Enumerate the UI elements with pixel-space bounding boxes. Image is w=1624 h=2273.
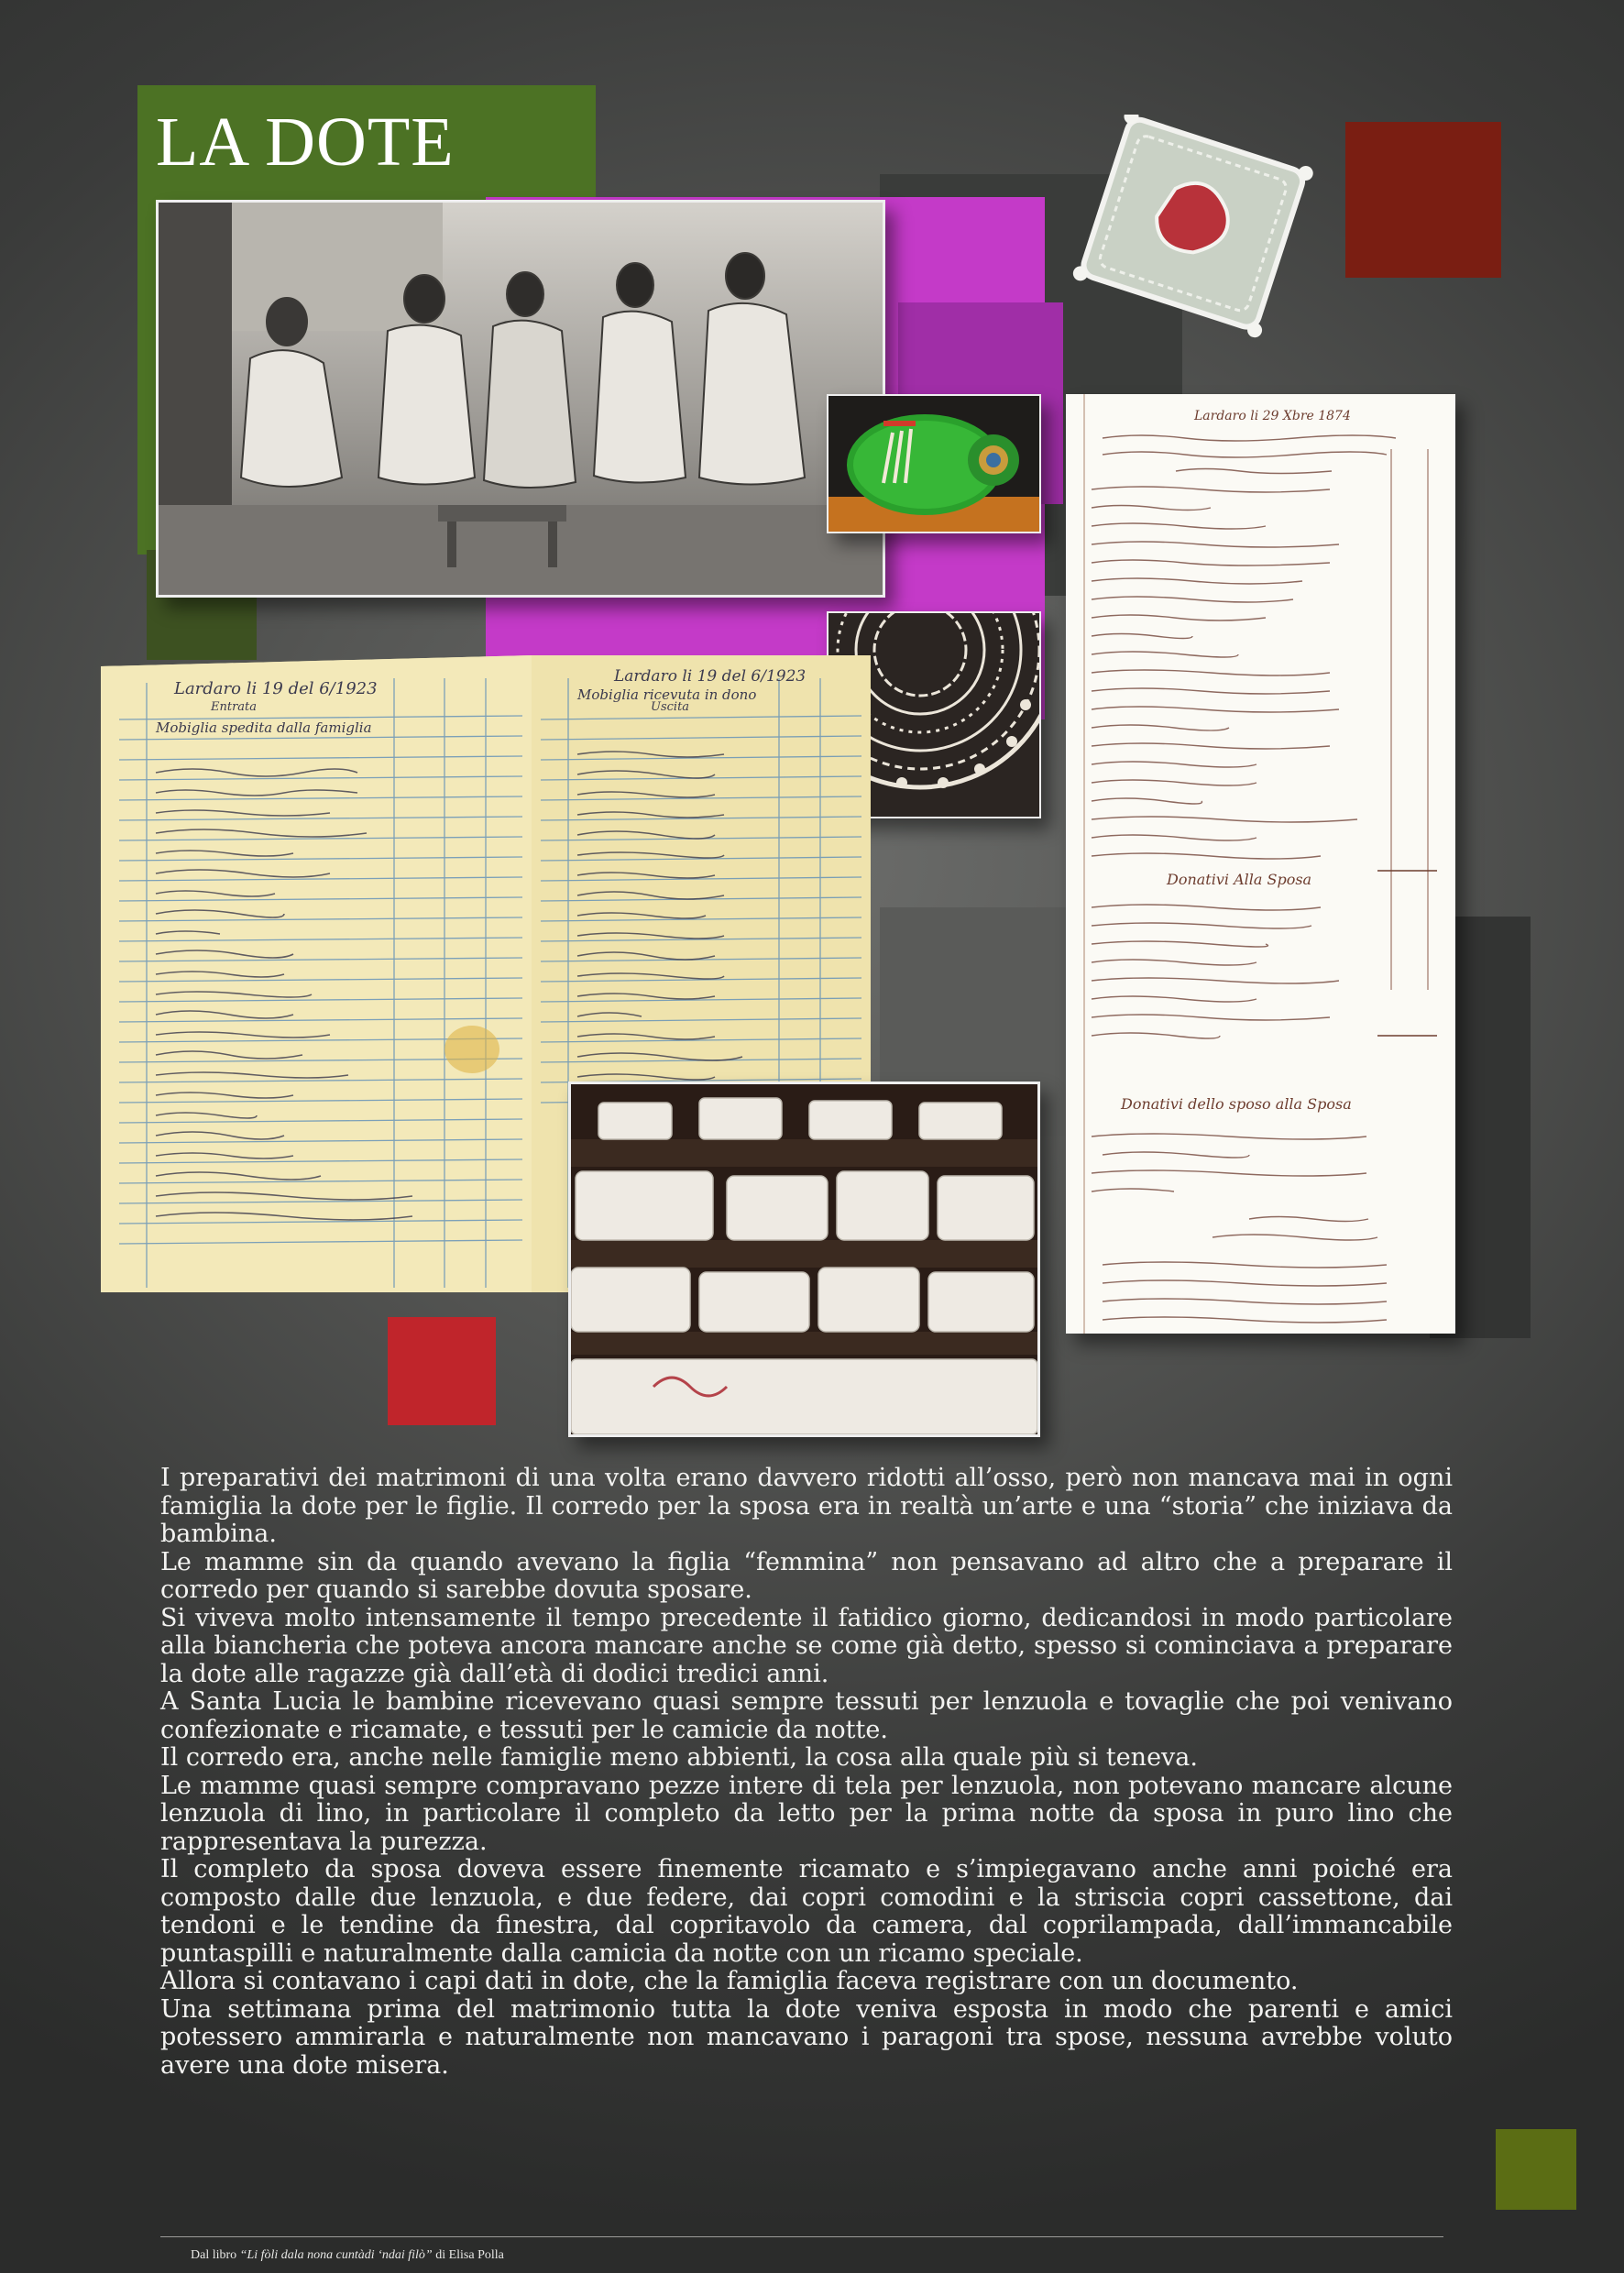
dowry-doc-section-1: Donativi Alla Sposa: [1167, 871, 1312, 888]
embroidered-pincushion-photo: [1026, 115, 1366, 344]
linen-drawer-photo: [568, 1082, 1040, 1437]
credit-divider: [160, 2236, 1443, 2237]
paragraph: Si viveva molto intensamente il tempo precedente il fatidico giorno, dedicandosi in modo particolare alla biancheria che poteva ancora mancare anche se come già detto, spesso si cominciava a preparare la dote alle ragazze già dall’età di dodici tredici anni.: [160, 1603, 1453, 1688]
paragraph: Allora si contavano i capi dati in dote, che la famiglia faceva registrare con un documento.: [160, 1967, 1299, 1995]
ledger-left-title: Mobiglia spedita dalla famiglia: [156, 719, 372, 736]
paragraph: Le mamme sin da quando avevano la figlia “femmina” non pensavano ad altro che a preparare il corredo per quando si sarebbe dovuta sposare.: [160, 1547, 1453, 1604]
ledger-right-column: Uscita: [651, 700, 690, 714]
ledger-right-header: Lardaro li 19 del 6/1923: [614, 667, 807, 686]
dark-red-square: [1345, 122, 1501, 278]
credit-prefix: Dal libro: [191, 2248, 237, 2262]
olive-square: [1496, 2129, 1576, 2210]
paragraph: Le mamme quasi sempre compravano pezze intere di tela per lenzuola, non potevano mancare alcune lenzuola di lino, in particolare il completo da letto per la prima notte da sposa in puro lino che rappresentava la purezza.: [160, 1771, 1453, 1856]
page-title: LA DOTE: [156, 104, 455, 181]
green-spool-illustration: [828, 396, 1039, 532]
paragraph: Una settimana prima del matrimonio tutta la dote veniva esposta in modo che parenti e amici potessero ammirarla e naturalmente non mancavano i paragoni tra spose, nessuna avrebbe voluto avere una dote misera.: [160, 1994, 1453, 2080]
green-spool-photo: [827, 394, 1041, 533]
linen-drawer-illustration: [571, 1084, 1037, 1434]
paragraph: A Santa Lucia le bambine ricevevano quasi sempre tessuti per lenzuola e tovaglie che poi venivano confezionate e ricamate, e tessuti per le camicie da notte.: [160, 1687, 1453, 1744]
women-embroidering-illustration: [159, 203, 883, 595]
paragraph: Il corredo era, anche nelle famiglie meno abbienti, la cosa alla quale più si teneva.: [160, 1743, 1198, 1772]
handwritten-dowry-list-document: [1066, 394, 1455, 1334]
red-square: [388, 1317, 496, 1425]
dowry-list-illustration: [1066, 394, 1455, 1334]
credit-book-title: “Li fòli dala nona cuntàdi ‘ndai filò”: [239, 2248, 433, 2262]
paragraph: I preparativi dei matrimoni di una volta erano davvero ridotti all’osso, però non mancava mai in ogni famiglia la dote per le figlie. Il corredo per la sposa era in realtà un’arte e una “storia” che iniziava da bambina.: [160, 1464, 1453, 1548]
article-body: [160, 1465, 1453, 2080]
ledger-left-column: Entrata: [211, 700, 258, 714]
dowry-doc-section-2: Donativi dello sposo alla Sposa: [1121, 1095, 1352, 1113]
book-credit: [191, 2248, 504, 2263]
credit-author: di Elisa Polla: [435, 2248, 504, 2262]
paragraph: Il completo da sposa doveva essere finemente ricamato e s’impiegavano anche anni poiché era composto dalle due lenzuola, e due federe, dai copri comodini e la striscia copri cassettone, dai tendoni e le tendine da finestra, dal copritavolo da camera, dal coprilampada, dall’immancabile puntaspilli e naturalmente dalla camicia da notte con un ricamo speciale.: [160, 1855, 1453, 1968]
ledger-right-title: Mobiglia ricevuta in dono: [577, 686, 757, 703]
women-embroidering-photo: [156, 200, 885, 598]
ledger-left-header: Lardaro li 19 del 6/1923: [174, 679, 378, 698]
pincushion-illustration: [1026, 115, 1366, 344]
dowry-doc-header: Lardaro li 29 Xbre 1874: [1194, 409, 1351, 423]
